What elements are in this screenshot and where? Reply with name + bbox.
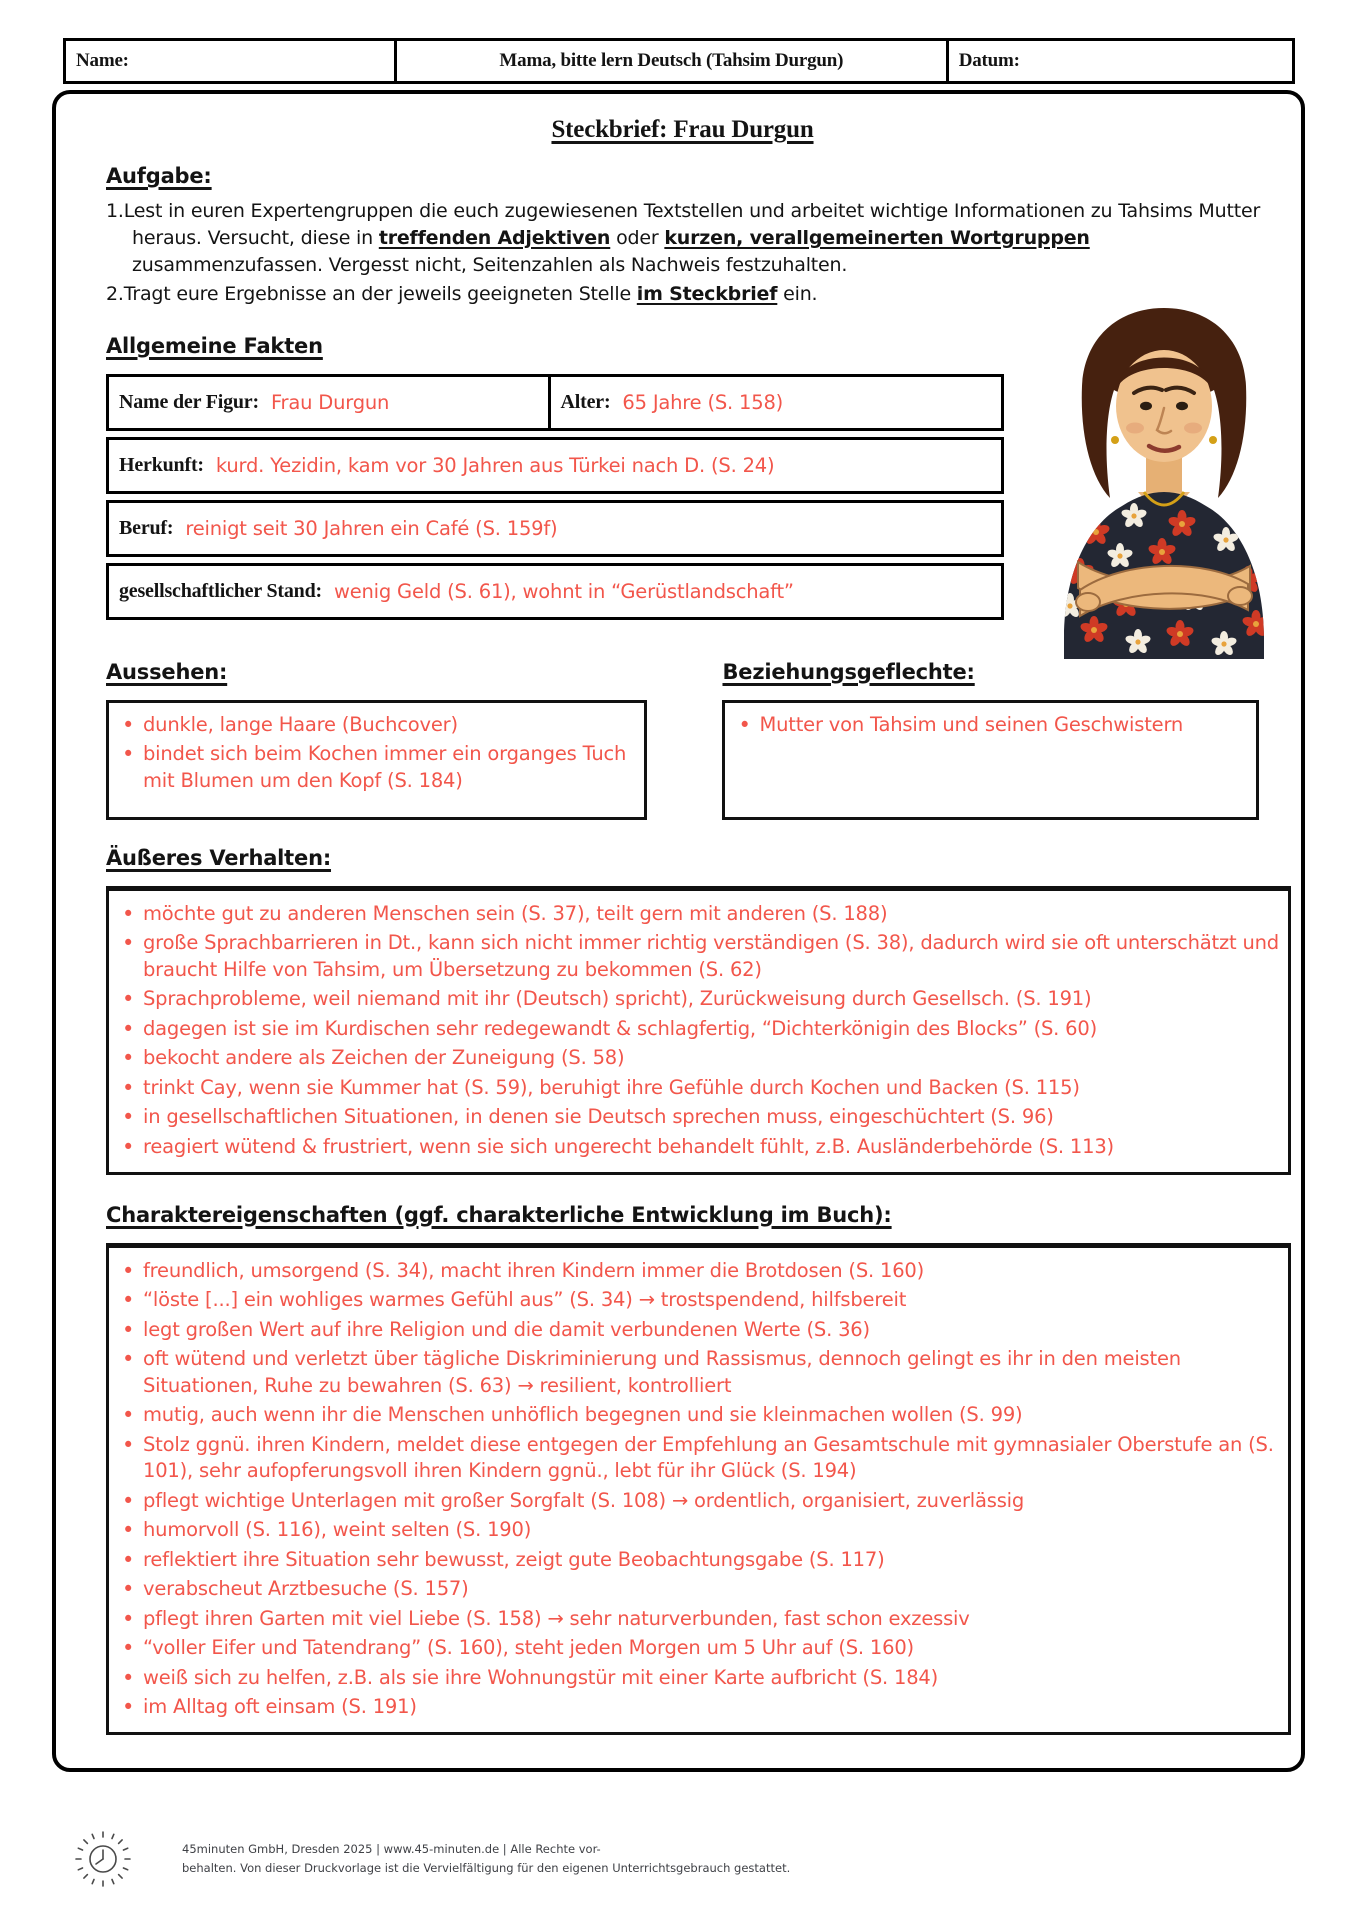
beziehungsgeflechte-box (722, 700, 1259, 820)
list-item-text: dunkle, lange Haare (Buchcover) (143, 712, 458, 736)
task-1-text-mid: oder (610, 226, 665, 249)
facts-cell-herkunft (109, 440, 1001, 491)
facts-cell-stand (109, 566, 1001, 617)
facts-row-stand (106, 563, 1004, 620)
aeusseres-verhalten-list (113, 901, 1282, 1161)
alter-value: 65 Jahre (S. 158) (622, 390, 784, 414)
task-1-emphasis-2: kurzen, verallgemeinerten Wortgruppen (664, 226, 1090, 249)
list-item (113, 1258, 1282, 1285)
gesellschaftlicher-stand-label: gesellschaftlicher Stand: (119, 579, 322, 602)
list-item-text: mutig, auch wenn ihr die Menschen unhöflich begegnen und sie kleinmachen wollen (S. 99) (143, 1403, 1023, 1427)
copyright-line-1: 45minuten GmbH, Dresden 2025 | www.45-minuten.de | Alle Rechte vor- (182, 1842, 601, 1857)
45minuten-sun-clock-logo (72, 1828, 134, 1890)
facts-cell-beruf (109, 503, 1001, 554)
charaktereigenschaften-box (106, 1243, 1291, 1735)
facts-row-herkunft (106, 437, 1004, 494)
list-item (113, 1016, 1282, 1043)
list-item-text: trinkt Cay, wenn sie Kummer hat (S. 59), beruhigt ihre Gefühle durch Kochen und Backen (S. 115) (143, 1075, 1080, 1099)
list-item-text: humorvoll (S. 116), weint selten (S. 190) (143, 1518, 532, 1542)
task-1 (106, 198, 1271, 279)
herkunft-label: Herkunft: (119, 453, 204, 476)
list-item-text: pflegt ihren Garten mit viel Liebe (S. 158) → sehr naturverbunden, fast schon exzessiv (143, 1606, 970, 1630)
beziehungen-column (722, 660, 1259, 820)
list-item (113, 1317, 1282, 1344)
task-1-emphasis-1: treffenden Adjektiven (378, 226, 611, 249)
name-der-figur-label: Name der Figur: (119, 390, 259, 413)
task-list (106, 198, 1271, 308)
facts-cell-alter (551, 377, 1001, 428)
list-item (113, 1665, 1282, 1692)
aussehen-list (113, 712, 638, 795)
beruf-label: Beruf: (119, 516, 174, 539)
book-title-text: Mama, bitte lern Deutsch (Tahsim Durgun) (499, 50, 844, 71)
alter-label: Alter: (560, 390, 611, 413)
steckbrief-box (52, 90, 1305, 1772)
aussehen-heading: Aussehen: (106, 659, 228, 684)
book-title (397, 41, 949, 81)
list-item (113, 1402, 1282, 1429)
facts-row-beruf (106, 500, 1004, 557)
list-item-text: Mutter von Tahsim und seinen Geschwistern (759, 712, 1184, 736)
task-2-number: 2. (106, 282, 124, 305)
list-item-text: “löste [...] ein wohliges warmes Gefühl aus” (S. 34) → trostspendend, hilfsbereit (143, 1288, 907, 1312)
list-item (113, 1517, 1282, 1544)
charaktereigenschaften-list (113, 1258, 1282, 1721)
footer (72, 1828, 790, 1890)
list-item (113, 986, 1282, 1013)
datum-field-label (949, 41, 1292, 81)
character-illustration (1033, 294, 1295, 659)
list-item (113, 1045, 1282, 1072)
list-item-text: reflektiert ihre Situation sehr bewusst, zeigt gute Beobachtungsgabe (S. 117) (143, 1547, 885, 1571)
task-1-number: 1. (106, 200, 124, 222)
list-item-text: weiß sich zu helfen, z.B. als sie ihre Wohnungstür mit einer Karte aufbricht (S. 184) (143, 1665, 939, 1689)
task-2-text: Tragt eure Ergebnisse an der jeweils geeigneten Stelle (123, 282, 637, 305)
aufgabe-heading: Aufgabe: (106, 164, 212, 188)
list-item-text: in gesellschaftlichen Situationen, in denen sie Deutsch sprechen muss, eingeschüchtert (S. 96) (143, 1105, 1054, 1129)
list-item (729, 712, 1250, 739)
list-item-text: Sprachprobleme, weil niemand mit ihr (Deutsch) spricht), Zurückweisung durch Gesellsch. (S. 191) (143, 987, 1092, 1011)
list-item-text: “voller Eifer und Tatendrang” (S. 160), steht jeden Morgen um 5 Uhr auf (S. 160) (143, 1636, 914, 1660)
list-item-text: pflegt wichtige Unterlagen mit großer Sorgfalt (S. 108) → ordentlich, organisiert, zuverlässig (143, 1488, 1025, 1512)
list-item (113, 1287, 1282, 1314)
task-2-text-end: ein. (777, 282, 818, 305)
herkunft-value: kurd. Yezidin, kam vor 30 Jahren aus Türkei nach D. (S. 24) (215, 453, 775, 477)
facts-row-name-alter (106, 374, 1004, 431)
datum-label-text: Datum: (958, 50, 1020, 71)
list-item-text: dagegen ist sie im Kurdischen sehr redegewandt & schlagfertig, “Dichterkönigin des Blocks” (S. 60) (143, 1016, 1098, 1040)
aeusseres-verhalten-heading: Äußeres Verhalten: (106, 845, 332, 870)
list-item-text: verabscheut Arztbesuche (S. 157) (143, 1577, 469, 1601)
list-item-text: oft wütend und verletzt über tägliche Diskriminierung und Rassismus, dennoch gelingt es ihr in den meisten Situationen, Ruhe zu bewahren (S. 63) → resilient, kontrolliert (143, 1347, 1181, 1397)
list-item (113, 1694, 1282, 1721)
list-item-text: Stolz ggnü. ihren Kindern, meldet diese entgegen der Empfehlung an Gesamtschule mit gymnasialer Oberstufe an (S. 101), sehr aufopferungsvoll ihren Kindern ggnü., lebt für ihr Glück (S. 194) (143, 1432, 1274, 1483)
list-item (113, 1104, 1282, 1131)
page-title: Steckbrief: Frau Durgun (551, 116, 814, 143)
aeusseres-verhalten-box (106, 886, 1291, 1175)
copyright-text (182, 1840, 790, 1878)
list-item (113, 1635, 1282, 1662)
list-item (113, 1547, 1282, 1574)
list-item (113, 1576, 1282, 1603)
allgemeine-fakten-heading: Allgemeine Fakten (106, 333, 323, 358)
aussehen-box (106, 700, 647, 820)
list-item (113, 901, 1282, 928)
charaktereigenschaften-heading: Charaktereigenschaften (ggf. charakterliche Entwicklung im Buch): (106, 1202, 892, 1227)
beziehungsgeflechte-heading: Beziehungsgeflechte: (722, 659, 975, 684)
name-der-figur-value: Frau Durgun (270, 390, 390, 414)
list-item-text: möchte gut zu anderen Menschen sein (S. 37), teilt gern mit anderen (S. 188) (143, 901, 888, 925)
name-field-label (66, 41, 397, 81)
list-item (113, 1488, 1282, 1515)
list-item (113, 1134, 1282, 1161)
list-item-text: im Alltag oft einsam (S. 191) (143, 1695, 417, 1719)
list-item (113, 1606, 1282, 1633)
list-item-text: legt großen Wert auf ihre Religion und die damit verbundenen Werte (S. 36) (143, 1317, 870, 1341)
worksheet-header-table (63, 38, 1295, 84)
list-item (113, 712, 638, 739)
beruf-value: reinigt seit 30 Jahren ein Café (S. 159f) (185, 516, 558, 540)
aussehen-beziehungen-section (106, 660, 1259, 820)
facts-cell-name (109, 377, 551, 428)
task-1-text-end: zusammenzufassen. Vergesst nicht, Seitenzahlen als Nachweis festzuhalten. (132, 253, 848, 276)
list-item-text: reagiert wütend & frustriert, wenn sie sich ungerecht behandelt fühlt, z.B. Ausländerbehörde (S. 113) (143, 1135, 1114, 1158)
facts-table (106, 374, 1004, 620)
name-label-text: Name: (76, 50, 129, 71)
list-item (113, 741, 638, 794)
gesellschaftlicher-stand-value: wenig Geld (S. 61), wohnt in “Gerüstlandschaft” (333, 579, 794, 603)
copyright-line-2: behalten. Von dieser Druckvorlage ist die Vervielfältigung für den eigenen Unterrichtsgebrauch gestattet. (182, 1861, 791, 1875)
list-item (113, 1075, 1282, 1102)
list-item-text: bindet sich beim Kochen immer ein organges Tuch mit Blumen um den Kopf (S. 184) (143, 742, 627, 792)
list-item-text: freundlich, umsorgend (S. 34), macht ihren Kindern immer die Brotdosen (S. 160) (143, 1258, 925, 1282)
task-2-emphasis: im Steckbrief (636, 282, 778, 305)
list-item (113, 930, 1282, 983)
task-1-text: Lest in euren Expertengruppen die euch zugewiesenen Textstellen und arbeitet wichtige Informationen zu Tahsims Mutter heraus. Versucht, diese in (123, 200, 1261, 249)
aussehen-column (106, 660, 647, 820)
list-item (113, 1346, 1282, 1399)
list-item-text: bekocht andere als Zeichen der Zuneigung (S. 58) (143, 1046, 625, 1070)
list-item-text: große Sprachbarrieren in Dt., kann sich nicht immer richtig verständigen (S. 38), dadurch wird sie oft unterschätzt und braucht Hilfe von Tahsim, um Übersetzung zu bekommen (S. 62) (143, 931, 1279, 981)
beziehungsgeflechte-list (729, 712, 1250, 739)
list-item (113, 1432, 1282, 1485)
